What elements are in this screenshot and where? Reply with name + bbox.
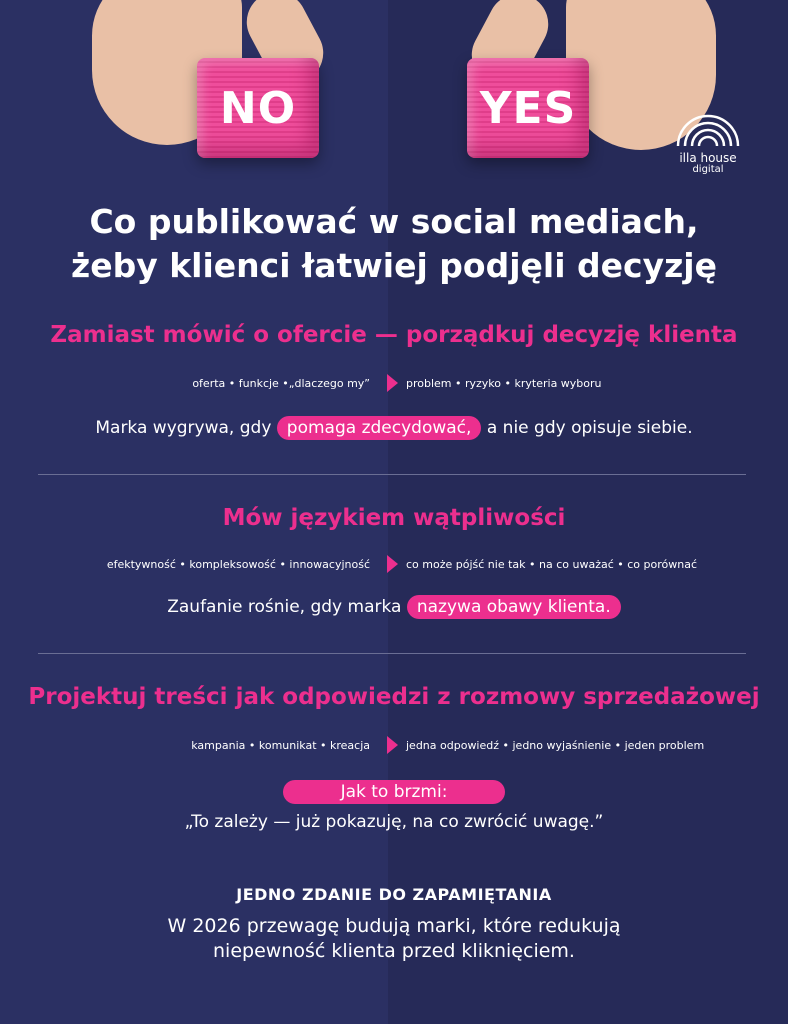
section-1-sentence-post: a nie gdy opisuje siebie. — [486, 418, 693, 438]
section-2-heading: Mów językiem wątpliwości — [222, 505, 566, 531]
divider — [38, 653, 746, 654]
title-line-1: Co publikować w social mediach, — [89, 202, 699, 241]
brand-logo — [668, 108, 748, 175]
section-1-sentence-pre: Marka wygrywa, gdy — [95, 418, 272, 438]
section-3-label-row — [0, 780, 788, 804]
divider — [38, 474, 746, 475]
summary-line-1: W 2026 przewagę budują marki, które redukują — [167, 915, 621, 937]
section-2-to: co może pójść nie tak • na co uważać • co porównać — [406, 558, 697, 571]
no-block-label: NO — [219, 82, 297, 134]
section-1-sentence — [0, 416, 788, 440]
title-line-2: żeby klienci łatwiej podjęli decyzję — [71, 246, 717, 285]
arrow-right-icon — [387, 374, 398, 392]
section-2-highlight: nazywa obawy klienta. — [407, 595, 621, 619]
section-3-quote: „To zależy — już pokazuję, na co zwrócić uwagę.” — [184, 812, 604, 832]
section-1-heading: Zamiast mówić o ofercie — porządkuj decyzję klienta — [50, 322, 738, 348]
logo-subtitle: digital — [692, 164, 724, 175]
arrow-right-icon — [387, 555, 398, 573]
no-block — [197, 58, 319, 158]
house-arches-icon — [673, 108, 743, 148]
section-2-sentence — [0, 595, 788, 619]
section-1-to: problem • ryzyko • kryteria wyboru — [406, 377, 602, 390]
summary-line-2: niepewność klienta przed kliknięciem. — [213, 940, 575, 962]
yes-block-label: YES — [479, 82, 577, 134]
section-1-from: oferta • funkcje •„dlaczego my” — [192, 377, 370, 390]
summary-text — [0, 914, 788, 964]
section-3-heading: Projektuj treści jak odpowiedzi z rozmowy sprzedażowej — [28, 684, 760, 710]
section-2-from: efektywność • kompleksowość • innowacyjność — [106, 558, 370, 571]
section-3-label: Jak to brzmi: — [283, 780, 506, 804]
yes-block — [467, 58, 589, 158]
section-2-sentence-pre: Zaufanie rośnie, gdy marka — [167, 597, 402, 617]
page-title — [40, 200, 748, 288]
logo-name: illa house — [679, 151, 737, 165]
arrow-right-icon — [387, 736, 398, 754]
section-1-highlight: pomaga zdecydować, — [277, 416, 482, 440]
summary-heading: JEDNO ZDANIE DO ZAPAMIĘTANIA — [236, 885, 552, 904]
section-3-to: jedna odpowiedź • jedno wyjaśnienie • jeden problem — [406, 739, 705, 752]
section-3-from: kampania • komunikat • kreacja — [191, 739, 370, 752]
